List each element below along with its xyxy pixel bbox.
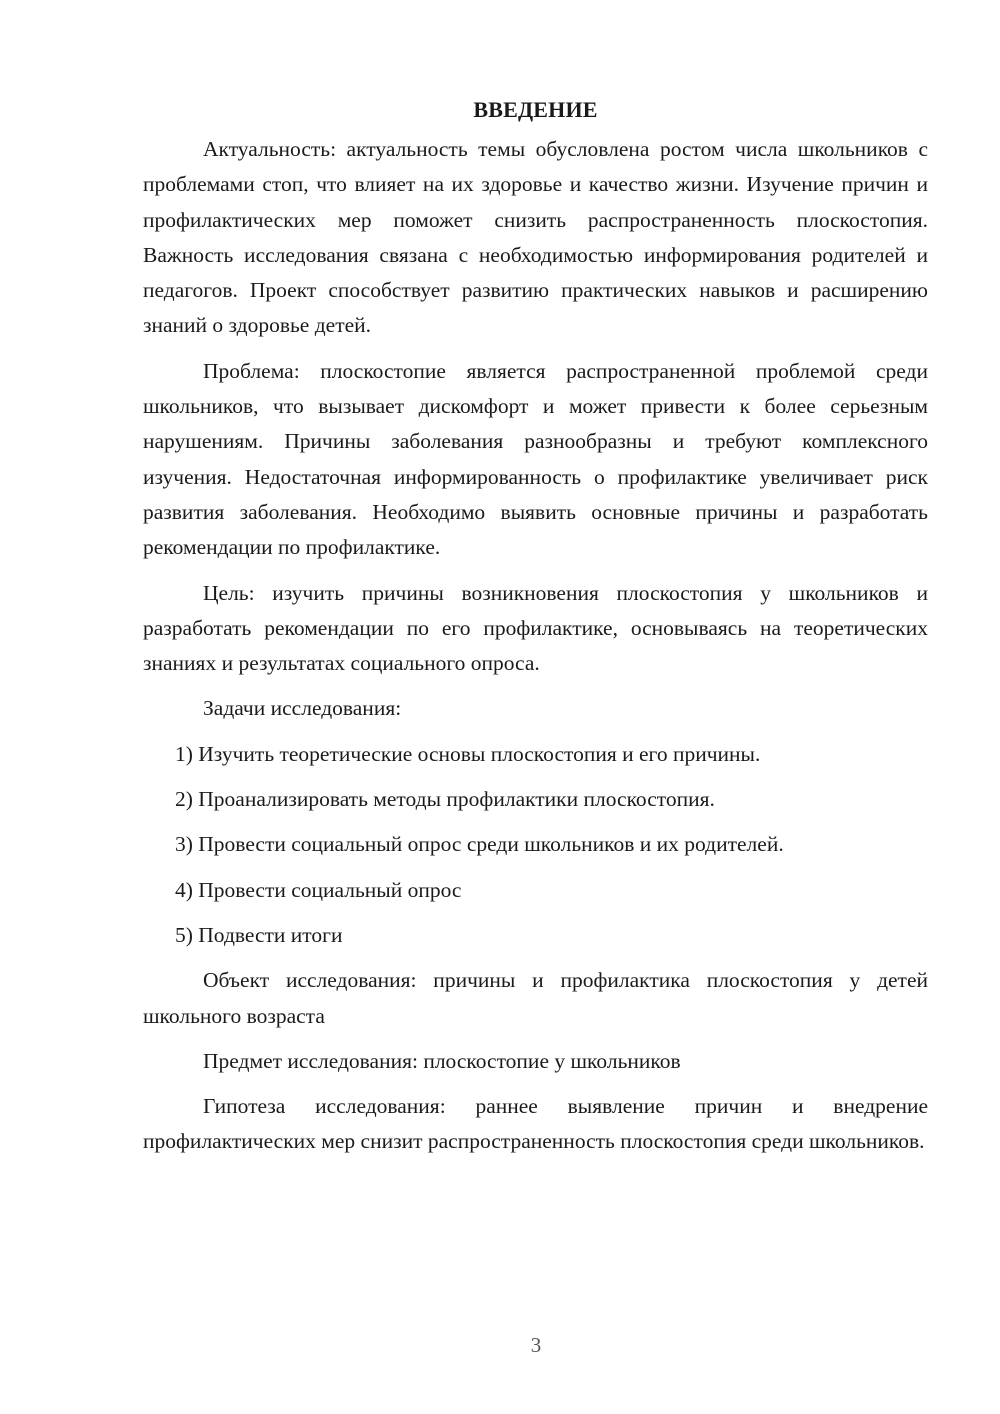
task-item-1: 1) Изучить теоретические основы плоскостопия и его причины. — [175, 741, 761, 766]
paragraph-problem: Проблема: плоскостопие является распространенной проблемой среди школьников, что вызывает дискомфорт и может привести к более серьезным нарушениям. Причины заболевания разнообразны и требуют комплексного изучения. Недостаточная информированность о профилактике увеличивает риск развития заболевания. Необходимо выявить основные причины и разработать рекомендации по профилактике. — [143, 358, 928, 560]
page-title: ВВЕДЕНИЕ — [473, 97, 598, 122]
tasks-heading: Задачи исследования: — [203, 696, 402, 721]
tasks-list — [143, 737, 928, 953]
task-item-5: 5) Подвести итоги — [175, 922, 343, 947]
task-item-2: 2) Проанализировать методы профилактики плоскостопия. — [175, 787, 715, 812]
paragraph-relevance: Актуальность: актуальность темы обусловлена ростом числа школьников с проблемами стоп, что влияет на их здоровье и качество жизни. Изучение причин и профилактических мер поможет снизить распространенность плоскостопия. Важность исследования связана с необходимостью информирования родителей и педагогов. Проект способствует развитию практических навыков и расширению знаний о здоровье детей. — [143, 137, 928, 338]
paragraph-goal: Цель: изучить причины возникновения плоскостопия у школьников и разработать рекомендации по его профилактике, основываясь на теоретических знаниях и результатах социального опроса. — [143, 580, 928, 676]
paragraph-object: Объект исследования: причины и профилактика плоскостопия у детей школьного возраста — [143, 968, 928, 1028]
paragraph-subject: Предмет исследования: плоскостопие у школьников — [203, 1048, 681, 1073]
task-item-3: 3) Провести социальный опрос среди школьников и их родителей. — [175, 832, 784, 857]
document-page — [143, 92, 928, 1170]
page-number: 3 — [530, 1333, 542, 1357]
paragraph-hypothesis: Гипотеза исследования: раннее выявление причин и внедрение профилактических мер снизит распространенность плоскостопия среди школьников. — [143, 1094, 928, 1154]
task-item-4: 4) Провести социальный опрос — [175, 877, 462, 902]
